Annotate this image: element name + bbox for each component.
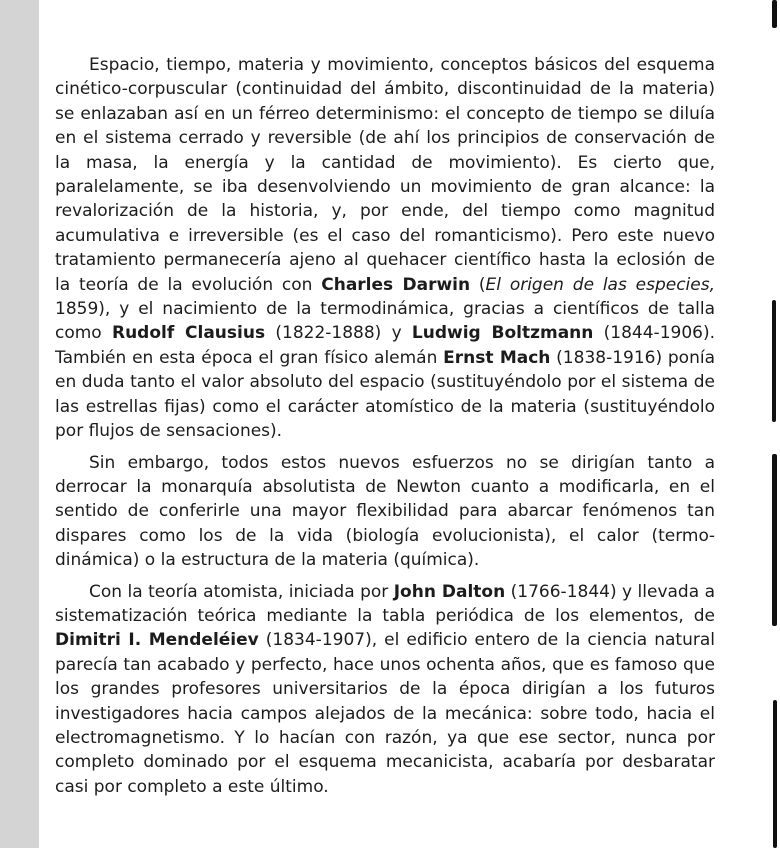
page-left-margin	[0, 0, 39, 848]
paragraph	[55, 580, 715, 800]
text-run: Espacio, tiempo, materia y movimiento, conceptos básicos del esquema cinético-corpuscular (continuidad del ámbito, discontinuidad de la materia) se enlazaban así en un férreo determinismo: el concepto de tiempo se diluía en el sistema cerrado y reversible (de ahí los principios de conservación de la masa, la energía y la cantidad de movimiento). Es cierto que, paralelamente, se iba desenvolviendo un movimiento de gran alcance: la revalorización de la historia, y, por ende, del tiempo como magnitud acumulativa e irreversible (es el caso del romanticismo). Pero este nuevo tratamiento permanecería ajeno al quehacer científico hasta la eclosión de la teoría de la evolución con	[55, 55, 715, 295]
text-run: (	[470, 274, 486, 295]
page-right-edge	[744, 0, 780, 848]
scan-edge-mark	[773, 700, 777, 848]
paragraph	[55, 451, 715, 573]
text-run: (1838-1916) ponía en duda tanto el valor absoluto del espacio (sustituyéndolo por el sistema de las estrellas fijas) como el carácter atomístico de la materia (sustituyéndolo por flujos de sensaciones).	[55, 347, 715, 442]
text-run: 1859), y el nacimiento de la termodinámica, gracias a científicos de talla como	[55, 299, 715, 344]
body-text	[55, 53, 715, 806]
text-run: (1766-1844) y llevada a sistematización teórica mediante la tabla periódica de los elementos, de	[55, 581, 715, 626]
person-name: Ernst Mach	[443, 347, 551, 368]
paragraph	[55, 53, 715, 444]
person-name: John Dalton	[393, 581, 506, 602]
scan-edge-mark	[772, 0, 777, 28]
text-run: Con la teoría atomista, iniciada por	[89, 581, 394, 602]
scan-edge-mark	[772, 300, 776, 422]
text-run: Sin embargo, todos estos nuevos esfuerzos no se dirigían tanto a derrocar la monarquía absolutista de Newton cuanto a modificarla, en el sentido de conferirle una mayor flexibilidad para abarcar fenómenos tan dispares como los de la vida (biología evolucionista), el calor (termodinámica) o la estructura de la materia (química).	[55, 452, 715, 571]
person-name: Charles Darwin	[321, 274, 471, 295]
person-name: Rudolf Clausius	[111, 323, 266, 344]
person-name: Ludwig Boltzmann	[411, 323, 594, 344]
scan-edge-mark	[772, 454, 777, 626]
text-run: (1822-1888) y	[265, 323, 412, 344]
person-name: Dimitri I. Mendeléiev	[55, 630, 259, 651]
text-run: (1834-1907), el edificio entero de la ciencia natural parecía tan acabado y perfecto, hace unos ochenta años, que es famoso que los grandes profesores universitarios de la época dirigían a los futuros investigadores hacia campos alejados de la mecánica: sobre todo, hacia el electromagnetismo. Y lo hacían con razón, ya que ese sector, nunca por completo dominado por el esquema mecanicista, acabaría por desbaratar casi por completo a este último.	[55, 630, 715, 797]
text-run: (1844-1906). También en esta época el gran físico alemán	[55, 323, 715, 368]
book-title: El origen de las especies,	[485, 274, 715, 295]
